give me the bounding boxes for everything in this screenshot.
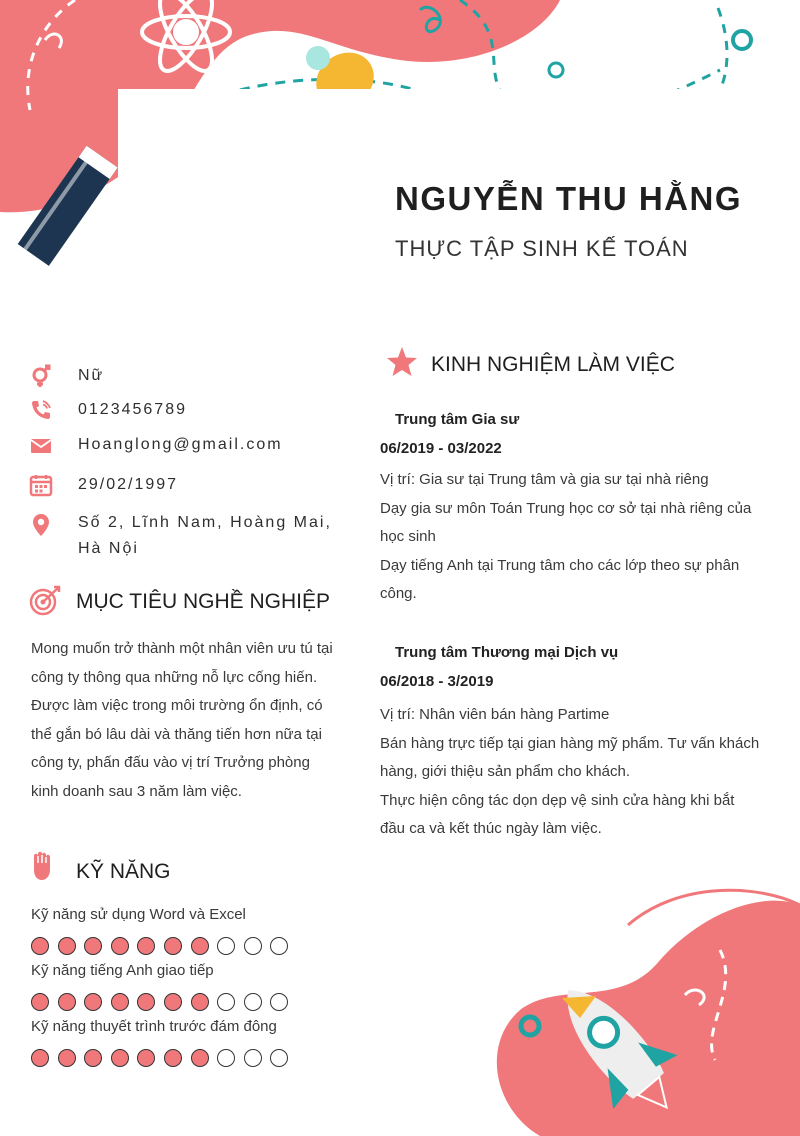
job-desc-line: Dạy gia sư môn Toán Trung học cơ sở tại nhà riêng của học sinh: [380, 499, 752, 545]
contact-email: Hoanglong@gmail.com: [78, 436, 283, 453]
job-desc-line: Vị trí: Gia sư tại Trung tâm và gia sư tại nhà riêng: [380, 471, 709, 488]
rating-dot-filled: [31, 993, 49, 1011]
objective-line: Được làm việc trong môi trường ổn định, có thể gắn bó lâu dài và thăng tiến hơn nữa tại công ty, phấn đấu vào vị trí Trưởng phòng kinh doanh sau 3 năm làm việc.: [31, 697, 323, 800]
email-icon: [29, 434, 53, 458]
calendar-icon: [29, 473, 53, 497]
rating-dot-filled: [164, 1049, 182, 1067]
job-period: 06/2019 - 03/2022: [380, 440, 502, 457]
rating-dot-filled: [58, 937, 76, 955]
fist-icon: [30, 850, 54, 882]
rating-dot-empty: [270, 993, 288, 1011]
rating-dot-filled: [84, 937, 102, 955]
rating-dot-empty: [270, 937, 288, 955]
rating-dot-empty: [217, 937, 235, 955]
rating-dot-filled: [111, 993, 129, 1011]
job-title: THỰC TẬP SINH KẾ TOÁN: [395, 236, 689, 261]
rating-dot-empty: [217, 1049, 235, 1067]
experience-heading: KINH NGHIỆM LÀM VIỆC: [431, 353, 675, 376]
rating-dot-filled: [164, 937, 182, 955]
contact-phone: 0123456789: [78, 401, 187, 418]
phone-icon: [29, 398, 53, 422]
rating-dot-filled: [137, 937, 155, 955]
rating-dot-empty: [244, 937, 262, 955]
rating-dot-empty: [244, 993, 262, 1011]
objective-text: [31, 635, 336, 806]
gender-icon: [29, 364, 53, 388]
contact-birthday: 29/02/1997: [78, 476, 179, 493]
location-icon: [29, 513, 53, 537]
job-desc-line: Dạy tiếng Anh tại Trung tâm cho các lớp theo sự phân công.: [380, 556, 740, 602]
skill-label: Kỹ năng thuyết trình trước đám đông: [31, 1018, 277, 1035]
rating-dot-filled: [84, 993, 102, 1011]
contact-gender: Nữ: [78, 367, 105, 384]
job-description: [380, 701, 760, 844]
rating-dot-filled: [84, 1049, 102, 1067]
rating-dot-filled: [111, 937, 129, 955]
contact-address: Số 2, Lĩnh Nam, Hoàng Mai, Hà Nội: [78, 514, 332, 557]
skills-heading: KỸ NĂNG: [76, 860, 171, 883]
rating-dot-filled: [111, 1049, 129, 1067]
rating-dot-filled: [137, 993, 155, 1011]
rating-dot-empty: [217, 993, 235, 1011]
rating-dot-empty: [244, 1049, 262, 1067]
rating-dot-filled: [164, 993, 182, 1011]
objective-heading: MỤC TIÊU NGHỀ NGHIỆP: [76, 590, 330, 613]
rocket-icon: [536, 963, 699, 1134]
skill-rating: [31, 993, 288, 1011]
job-company: Trung tâm Thương mại Dịch vụ: [395, 644, 619, 661]
job-desc-line: Thực hiện công tác dọn dẹp vệ sinh cửa hàng khi bắt đầu ca và kết thúc ngày làm việc.: [380, 791, 735, 837]
rating-dot-filled: [58, 993, 76, 1011]
rating-dot-filled: [58, 1049, 76, 1067]
job-description: [380, 466, 760, 609]
rating-dot-filled: [137, 1049, 155, 1067]
skill-rating: [31, 1049, 288, 1067]
target-icon: [29, 585, 63, 617]
objective-line: Mong muốn trở thành một nhân viên ưu tú tại công ty thông qua những nỗ lực cống hiến.: [31, 640, 333, 686]
rating-dot-filled: [191, 993, 209, 1011]
job-period: 06/2018 - 3/2019: [380, 673, 494, 690]
job-desc-line: Vị trí: Nhân viên bán hàng Partime: [380, 706, 610, 723]
rating-dot-filled: [191, 1049, 209, 1067]
rating-dot-filled: [191, 937, 209, 955]
skill-label: Kỹ năng sử dụng Word và Excel: [31, 906, 246, 923]
star-icon: [386, 346, 418, 378]
skill-label: Kỹ năng tiếng Anh giao tiếp: [31, 962, 214, 979]
rating-dot-filled: [31, 1049, 49, 1067]
rating-dot-empty: [270, 1049, 288, 1067]
job-desc-line: Bán hàng trực tiếp tại gian hàng mỹ phẩm. Tư vấn khách hàng, giới thiệu sản phẩm cho khách.: [380, 734, 760, 780]
skill-rating: [31, 937, 288, 955]
candidate-name: NGUYỄN THU HẰNG: [395, 180, 743, 217]
rating-dot-filled: [31, 937, 49, 955]
job-company: Trung tâm Gia sư: [395, 411, 520, 428]
